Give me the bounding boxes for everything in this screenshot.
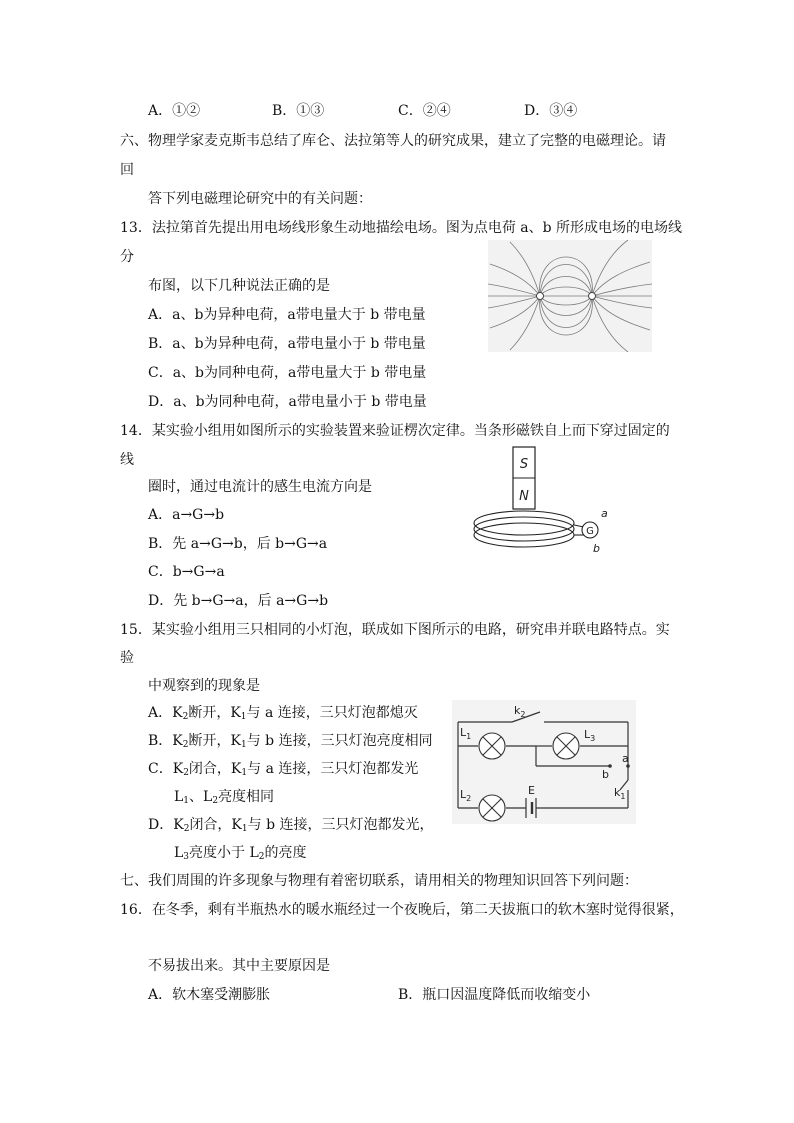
- k1-label: $k_1$: [614, 786, 626, 801]
- q15-option-d: D．$K_2$闭合，$K_1$与 b 连接，三只灯泡都发光，: [148, 817, 434, 834]
- q13-option-c: C．a、b为同种电荷，a带电量大于 b 带电量: [148, 365, 427, 381]
- q15-option-c-cont: $L_1$、$L_2$亮度相同: [174, 789, 275, 806]
- lamp-l3: [553, 733, 579, 759]
- section6-intro-cont: 答下列电磁理论研究中的有关问题：: [148, 191, 372, 207]
- coil: [474, 511, 584, 547]
- lamp-l2: [479, 795, 505, 821]
- q14-stem: 14．某实验小组用如图所示的实验装置来验证楞次定律。当条形磁铁自上而下穿过固定的: [120, 423, 670, 439]
- q15-option-c: C．$K_2$闭合，$K_1$与 a 连接，三只灯泡都发光: [148, 761, 419, 778]
- l2-label: $L_2$: [460, 788, 472, 803]
- charge-b: [589, 293, 596, 300]
- lamp-l1: [479, 733, 505, 759]
- q15-option-a: A．$K_2$断开，$K_1$与 a 连接，三只灯泡都熄灭: [148, 705, 418, 722]
- charge-a: [537, 293, 544, 300]
- q12-option-a: A．①②: [148, 103, 201, 119]
- q14-option-d: D．先 b→G→a，后 a→G→b: [148, 593, 329, 609]
- magnet-coil-figure: [472, 445, 612, 563]
- q15-option-b: B．$K_2$断开，$K_1$与 b 连接，三只灯泡亮度相同: [148, 733, 433, 750]
- q13-stem: 13．法拉第首先提出用电场线形象生动地描绘电场。图为点电荷 a、b 所形成电场的电场线: [120, 220, 683, 236]
- terminal-b-label: b: [593, 542, 600, 555]
- q15-stem-wrap: 验: [120, 650, 134, 666]
- q15-stem: 15．某实验小组用三只相同的小灯泡，联成如下图所示的电路，研究串并联电路特点。实: [120, 622, 670, 638]
- galvanometer-label: G: [586, 526, 594, 537]
- q12-option-c: C．②④: [398, 103, 451, 119]
- l3-label: $L_3$: [584, 728, 596, 743]
- k2-label: $k_2$: [514, 704, 526, 719]
- terminal-b-label: b: [602, 768, 609, 781]
- q16-option-a: A．软木塞受潮膨胀: [148, 987, 271, 1003]
- q14-stem-cont: 圈时，通过电流计的感生电流方向是: [148, 479, 372, 495]
- q16-stem: 16．在冬季，剩有半瓶热水的暖水瓶经过一个夜晚后，第二天拔瓶口的软木塞时觉得很紧，: [120, 902, 684, 918]
- q13-stem-cont: 布图，以下几种说法正确的是: [148, 278, 330, 294]
- section7-intro: 七、我们周围的许多现象与物理有着密切联系，请用相关的物理知识回答下列问题：: [120, 873, 638, 889]
- q13-option-d: D．a、b为同种电荷，a带电量小于 b 带电量: [148, 394, 427, 410]
- q14-stem-wrap: 线: [120, 452, 134, 468]
- terminal-a-label: a: [601, 507, 608, 520]
- section6-intro-wrap: 回: [120, 162, 134, 178]
- q15-option-d-cont: $L_3$亮度小于 $L_2$的亮度: [174, 845, 307, 862]
- magnet-pole-s: S: [519, 457, 529, 472]
- q14-option-c: C．b→G→a: [148, 564, 225, 580]
- terminal-a-label: a: [622, 752, 629, 765]
- q12-option-d: D．③④: [524, 103, 578, 119]
- q16-option-b: B．瓶口因温度降低而收缩变小: [398, 987, 591, 1003]
- q12-option-b: B．①③: [272, 103, 325, 119]
- e-label: E: [528, 784, 535, 797]
- q14-option-b: B．先 a→G→b，后 b→G→a: [148, 536, 328, 552]
- q13-option-a: A．a、b为异种电荷，a带电量大于 b 带电量: [148, 307, 426, 323]
- electric-field-lines-figure: [488, 240, 652, 352]
- lamp-circuit-figure: [452, 700, 636, 824]
- q15-stem-cont: 中观察到的现象是: [148, 678, 260, 694]
- section6-intro: 六、物理学家麦克斯韦总结了库仑、法拉第等人的研究成果，建立了完整的电磁理论。请: [120, 133, 666, 149]
- magnet-pole-n: N: [519, 489, 529, 504]
- q16-stem-cont: 不易拔出来。其中主要原因是: [148, 958, 330, 974]
- q13-stem-wrap: 分: [120, 249, 134, 265]
- l1-label: $L_1$: [460, 726, 472, 741]
- q14-option-a: A．a→G→b: [148, 507, 225, 523]
- q13-option-b: B．a、b为异种电荷，a带电量小于 b 带电量: [148, 336, 426, 352]
